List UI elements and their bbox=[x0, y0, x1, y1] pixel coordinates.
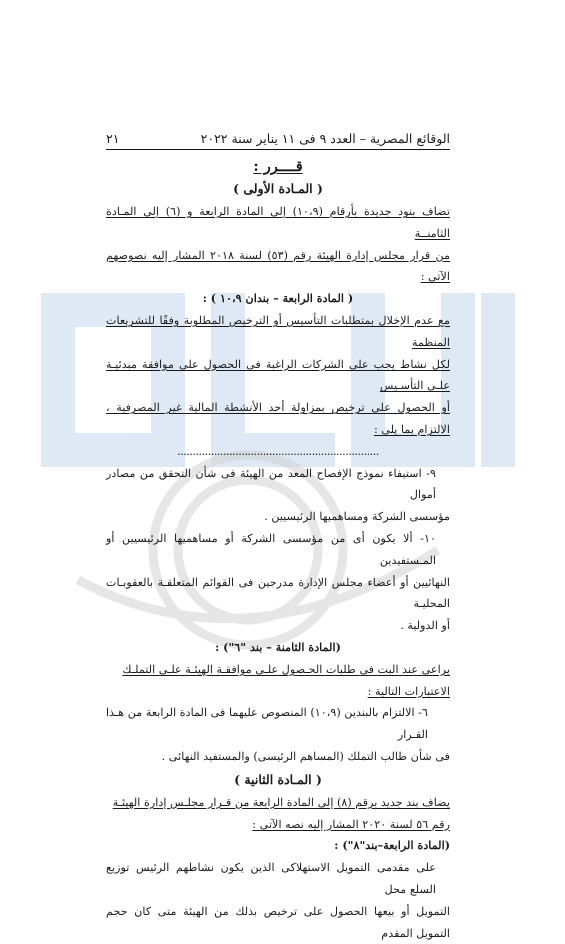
paragraph-1-line-1: تضاف بنود جديدة بأرقام (١٠،٩) إلى المادة الرابعة و (٦) إلى المـادة الثامنــة bbox=[106, 205, 450, 240]
header-divider bbox=[106, 149, 450, 150]
paragraph-2-line-3: أو الحصول على ترخيص بمزاولة أحد الأنشطة المالية غير المصرفية ، الالتزام بما يلى : bbox=[106, 401, 450, 436]
ellipsis-separator: .................................................................. bbox=[177, 444, 379, 458]
item-10-line-2: النهائيين أو أعضاء مجلس الإدارة مدرجين فى القوائم المتعلقـة بالعقوبـات المحليـة bbox=[106, 575, 450, 611]
sub-heading-article-4-item-8: (المادة الرابعة–بند"٨") : bbox=[334, 838, 450, 853]
sub-heading-article-4: ( المادة الرابعة – بندان ١٠،٩ ) : bbox=[202, 291, 354, 306]
paragraph-2-line-2: لكل نشاط يجب على الشركات الراغبة فى الحصول على موافقة مبدئيـة علـى التأسـيس bbox=[106, 357, 450, 393]
paragraph-5-line-2: التمويل أو بيعها الحصول على ترخيص بذلك من الهيئة متى كان حجم التمويل المقدم bbox=[106, 904, 450, 940]
document-body bbox=[106, 157, 450, 944]
paragraph-3-line-1: يراعى عند البت فى طلبات الحـصول علـى موافقـة الهيئـة علـى التملـك bbox=[122, 662, 450, 676]
item-10-line-1: ١٠- ألا يكون أى من مؤسسى الشركة أو مساهميها الرئيسيين أو المـستفيدين bbox=[106, 531, 436, 567]
item-10-line-3: أو الدولية . bbox=[400, 619, 450, 633]
sub-heading-article-8: (المادة الثامنة – بند "٦") : bbox=[215, 639, 341, 654]
paragraph-4-line-1: يضاف بند جديد برقم (٨) إلى المادة الرابعة من قـرار مجلـس إدارة الهيئـة bbox=[112, 795, 450, 809]
page-header bbox=[106, 128, 450, 148]
paragraph-2-line-1: مع عدم الإخلال بمتطلبات التأسيس أو الترخيص المطلوبة وفقًا للتشريعات المنظمة bbox=[106, 313, 450, 349]
item-9-line-2: مؤسسى الشركة ومساهميها الرئيسيين . bbox=[264, 510, 450, 524]
item-6-line-1: ٦- الالتزام بالبندين (١٠،٩) المنصوص عليهما فى المادة الرابعة من هـذا القـرار bbox=[106, 706, 429, 742]
publication-title: الوقائع المصرية – العدد ٩ فى ١١ يناير سنة ٢٠٢٢ bbox=[200, 130, 450, 146]
article-2-heading: ( المـادة الثانية ) bbox=[234, 771, 322, 787]
paragraph-1-line-2: من قرار مجلس إدارة الهيئة رقم (٥٣) لسنة ٢٠١٨ المشار إليه نصوصهم الآتى : bbox=[106, 248, 450, 284]
article-1-heading: ( المـادة الأولى ) bbox=[233, 181, 323, 196]
paragraph-3-line-2: الاعتبارات التالية : bbox=[367, 684, 450, 698]
paragraph-5-line-1: على مقدمى التمويل الاستهلاكى الذين يكون نشاطهم الرئيس توزيع السلع محل bbox=[106, 861, 436, 896]
item-6-line-2: فى شأن طالب التملك (المساهم الرئيسى) والمستفيد النهائى . bbox=[161, 749, 450, 763]
paragraph-4-line-2: رقم ٥٦ لسنة ٢٠٢٠ المشار إليه نصه الآتى : bbox=[252, 817, 450, 831]
decision-title: قــــرر : bbox=[253, 158, 303, 175]
page-number: ٢١ bbox=[106, 130, 120, 146]
item-9-line-1: ٩- استيفاء نموذج الإفصاح المعد من الهيئة فى شأن التحقق من مصادر أموال bbox=[106, 466, 436, 502]
